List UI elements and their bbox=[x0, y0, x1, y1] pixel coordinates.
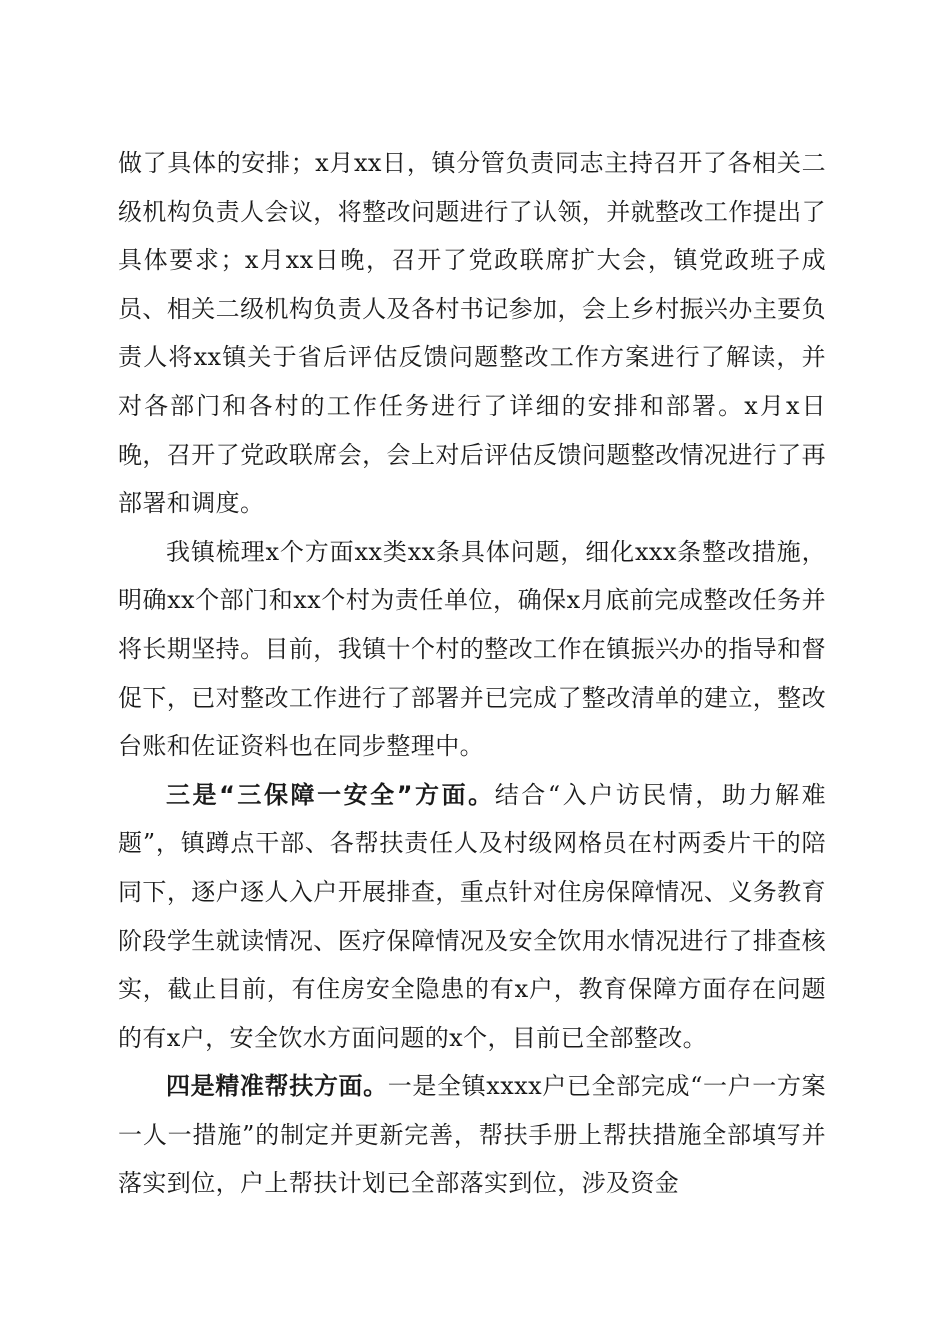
document-body bbox=[118, 139, 826, 1208]
paragraph-rectification-summary bbox=[118, 528, 826, 771]
paragraph-three-guarantees-text: 结合“入户访民情，助力解难题”，镇蹲点干部、各帮扶责任人及村级网格员在村两委片干的陪同下，逐户逐人入户开展排查，重点针对住房保障情况、义务教育阶段学生就读情况、医疗保障情况及安全饮用水情况进行了排查核实，截止目前，有住房安全隐患的有x户，教育保障方面存在问题的有x户，安全饮水方面问题的x个，目前已全部整改。 bbox=[118, 780, 827, 1052]
paragraph-precise-assistance-heading: 四是精准帮扶方面。 bbox=[166, 1072, 388, 1101]
paragraph-rectification-summary-text: 我镇梳理x个方面xx类xx条具体问题，细化xxx条整改措施，明确xx个部门和xx个村为责任单位，确保x月底前完成整改任务并将长期坚持。目前，我镇十个村的整改工作在镇振兴办的指导和督促下，已对整改工作进行了部署并已完成了整改清单的建立，整改台账和佐证资料也在同步整理中。 bbox=[118, 537, 826, 761]
paragraph-three-guarantees bbox=[118, 771, 826, 1063]
paragraph-arrangement-text: 做了具体的安排；x月xx日，镇分管负责同志主持召开了各相关二级机构负责人会议，将整改问题进行了认领，并就整改工作提出了具体要求；x月xx日晚，召开了党政联席扩大会，镇党政班子成员、相关二级机构负责人及各村书记参加，会上乡村振兴办主要负责人将xx镇关于省后评估反馈问题整改工作方案进行了解读，并对各部门和各村的工作任务进行了详细的安排和部署。x月x日晚，召开了党政联席会，会上对后评估反馈问题整改情况进行了再部署和调度。 bbox=[118, 149, 826, 518]
paragraph-precise-assistance bbox=[118, 1062, 826, 1208]
paragraph-precise-assistance-text: 一是全镇xxxx户已全部完成“一户一方案一人一措施”的制定并更新完善，帮扶手册上帮扶措施全部填写并落实到位，户上帮扶计划已全部落实到位，涉及资金 bbox=[118, 1072, 826, 1198]
paragraph-three-guarantees-heading: 三是“三保障一安全”方面。 bbox=[166, 780, 495, 809]
paragraph-arrangement bbox=[118, 139, 826, 528]
